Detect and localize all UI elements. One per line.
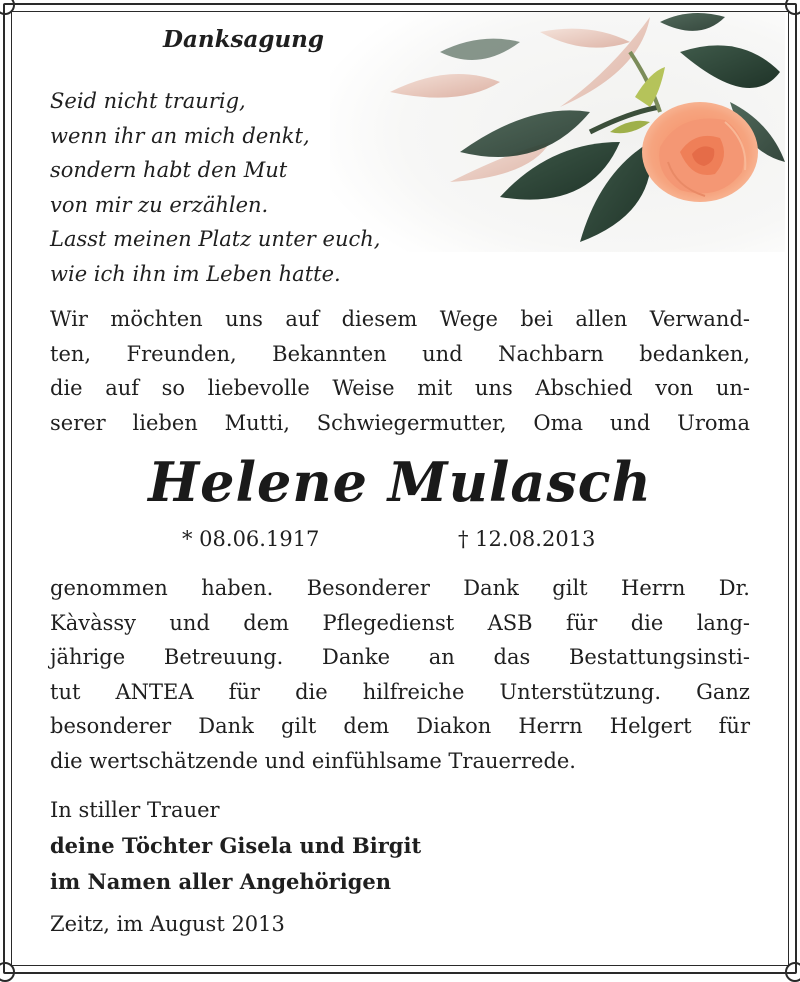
poem-line: wie ich ihn im Leben hatte. [50,261,341,286]
rose-flower-icon [330,12,785,252]
place-date: Zeitz, im August 2013 [50,912,285,936]
closing-block [50,793,421,900]
mourning-text: In stiller Trauer [50,798,220,822]
thanks-line: jährige Betreuung. Danke an das Bestattungsinsti- [50,645,750,670]
thanks-line: genommen haben. Besonderer Dank gilt Herrn Dr. [50,576,750,600]
birth-date: * 08.06.1917 [182,527,320,551]
intro-paragraph [50,302,750,440]
poem-line: wenn ihr an mich denkt, [50,123,310,148]
intro-line: ten, Freunden, Bekannten und Nachbarn bedanken, [50,341,750,366]
poem [50,84,380,291]
poem-line: Lasst meinen Platz unter euch, [50,227,381,251]
thanks-line: Kàvàssy und dem Pflegedienst ASB für die lang- [50,610,750,635]
poem-line: sondern habt den Mut [50,158,288,182]
page-title: Danksagung [163,26,324,53]
signers-text: deine Töchter Gisela und Birgit [50,833,422,858]
family-text: im Namen aller Angehörigen [50,869,392,894]
intro-line: die auf so liebevolle Weise mit uns Abschied von un- [50,376,750,401]
thanks-line: die wertschätzende und einfühlsame Trauerrede. [50,748,576,773]
death-date: † 12.08.2013 [458,527,596,551]
deceased-name: Helene Mulasch [148,450,652,514]
poem-line: von mir zu erzählen. [50,192,269,217]
thanks-line: tut ANTEA für die hilfreiche Unterstützung. Ganz [50,679,750,704]
thanks-line: besonderer Dank gilt dem Diakon Herrn Helgert für [50,714,750,739]
intro-line: Wir möchten uns auf diesem Wege bei allen Verwand- [50,307,750,331]
poem-line: Seid nicht traurig, [50,89,246,113]
thanks-paragraph [50,571,750,779]
intro-line: serer lieben Mutti, Schwiegermutter, Oma und Uroma [50,410,750,435]
